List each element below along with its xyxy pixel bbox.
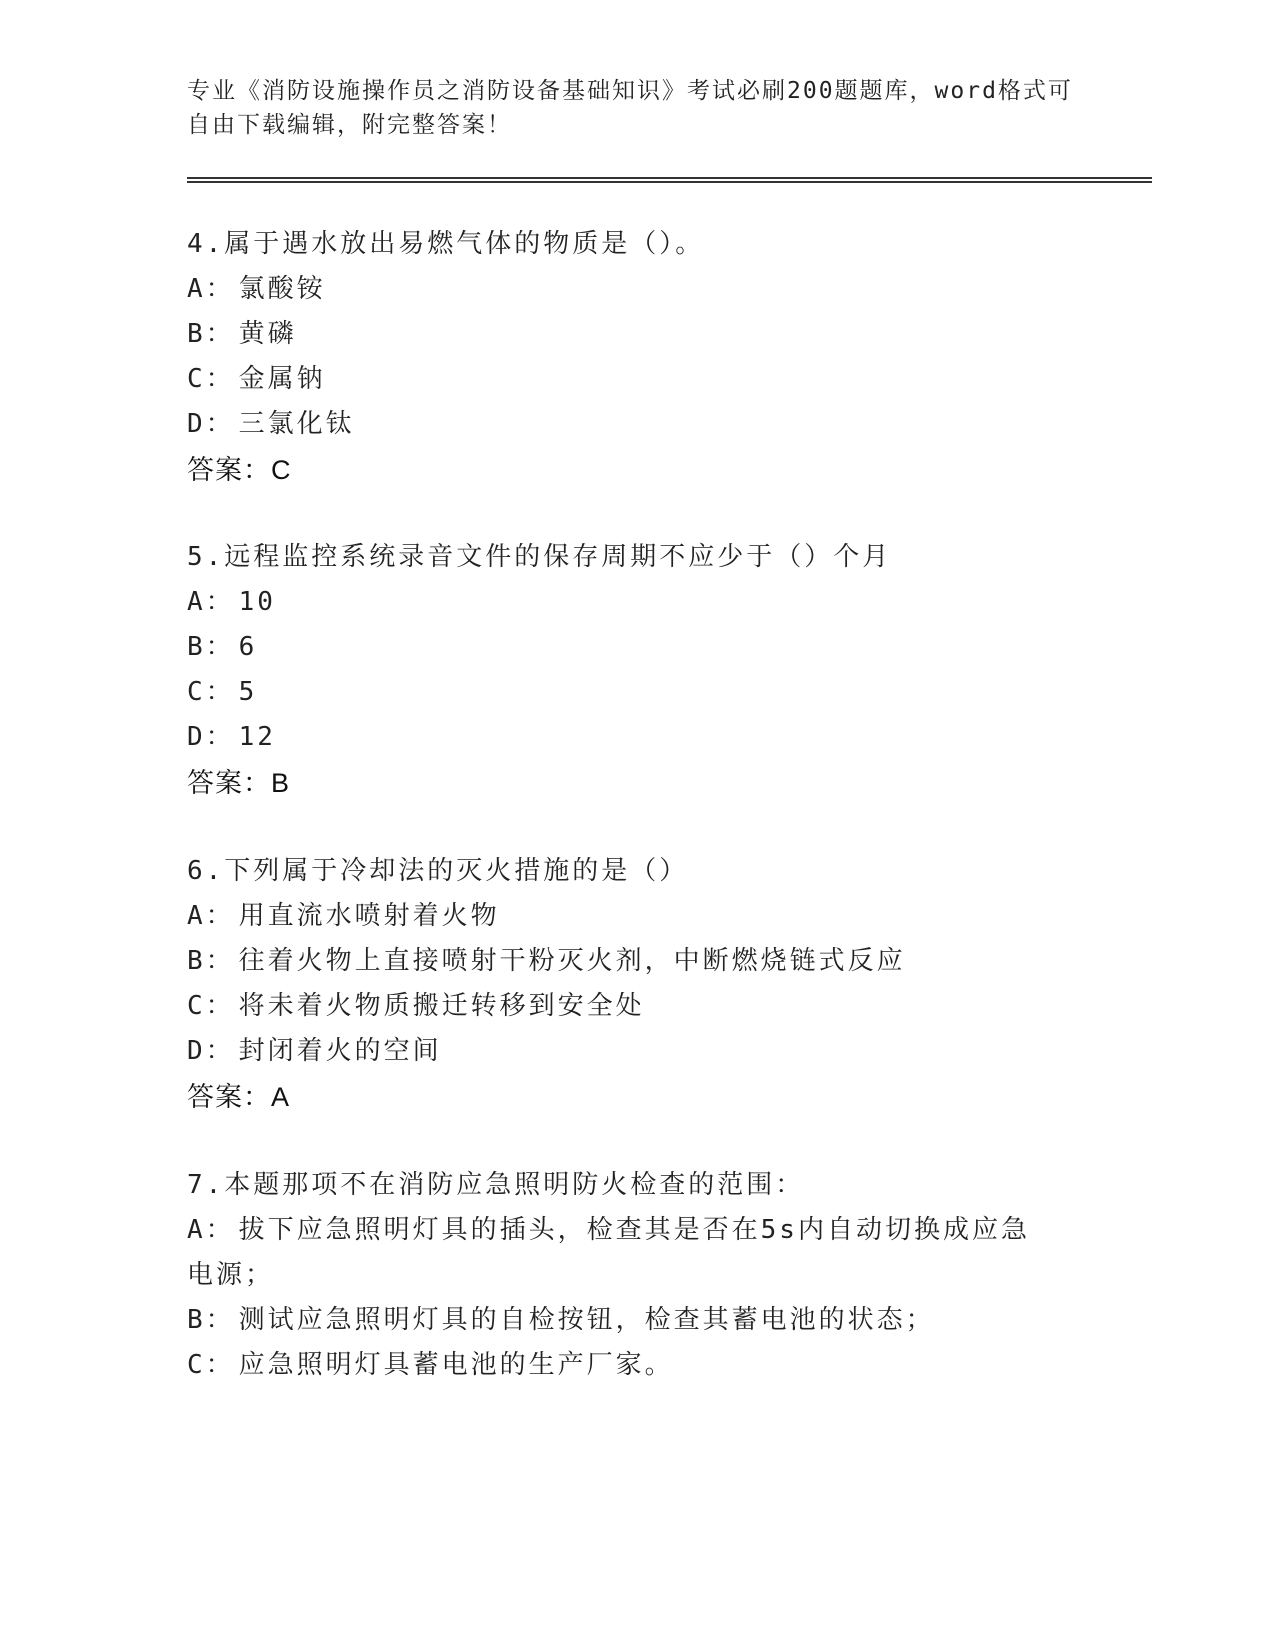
option-label: A： [187,1215,235,1245]
option-label: B： [187,632,235,662]
answer-text: 答案：B [187,768,291,798]
option-b [187,939,1152,984]
option-c [187,670,1152,715]
answer-text: 答案：A [187,1082,291,1112]
header-divider [187,177,1152,183]
option-a [187,894,1152,939]
option-text: 氯酸铵 [238,274,326,304]
option-c [187,1343,1152,1388]
option-d [187,1029,1152,1074]
option-label: A： [187,274,235,304]
option-label: A： [187,587,235,617]
option-d [187,402,1152,447]
option-a [187,580,1152,625]
option-text: 将未着火物质搬迁转移到安全处 [238,991,645,1021]
option-label: A： [187,901,235,931]
option-b [187,1298,1152,1343]
option-text: 测试应急照明灯具的自检按钮，检查其蓄电池的状态； [238,1305,935,1335]
question-text: 6.下列属于冷却法的灭火措施的是（） [187,856,689,886]
option-label: B： [187,1305,235,1335]
option-label: D： [187,722,235,752]
option-b [187,625,1152,670]
question-block [187,535,1152,806]
option-label: B： [187,946,235,976]
option-label: B： [187,319,235,349]
option-b [187,312,1152,357]
option-label: D： [187,409,235,439]
option-c [187,984,1152,1029]
option-text: 5 [238,677,258,707]
option-text: 往着火物上直接喷射干粉灭火剂，中断燃烧链式反应 [238,946,906,976]
option-text: 封闭着火的空间 [238,1036,442,1066]
question-block [187,222,1152,493]
option-text: 用直流水喷射着火物 [238,901,500,931]
option-label: D： [187,1036,235,1066]
option-label: C： [187,1350,235,1380]
option-text: 三氯化钛 [238,409,355,439]
option-text: 10 [238,587,276,617]
option-text: 拔下应急照明灯具的插头，检查其是否在5s内自动切换成应急电源； [187,1215,1030,1290]
question-block [187,1163,1152,1388]
option-label: C： [187,677,235,707]
question-text: 5.远程监控系统录音文件的保存周期不应少于（）个月 [187,542,892,572]
question-block [187,849,1152,1120]
question-text: 4.属于遇水放出易燃气体的物质是（）。 [187,229,705,259]
option-c [187,357,1152,402]
header-line-1: 专业《消防设施操作员之消防设备基础知识》考试必刷200题题库，word格式可 [187,78,1073,104]
option-d [187,715,1152,760]
answer-text: 答案：C [187,455,292,485]
option-text: 12 [238,722,276,752]
option-label: C： [187,364,235,394]
option-text: 金属钠 [238,364,326,394]
option-text: 应急照明灯具蓄电池的生产厂家。 [238,1350,674,1380]
option-a [187,267,1152,312]
question-text: 7.本题那项不在消防应急照明防火检查的范围： [187,1170,805,1200]
header-line-2: 自由下载编辑，附完整答案！ [187,112,512,138]
option-text: 黄磷 [238,319,297,349]
document-header [187,74,1087,142]
option-text: 6 [238,632,258,662]
document-page [187,0,1152,1650]
option-label: C： [187,991,235,1021]
option-a [187,1208,1047,1298]
